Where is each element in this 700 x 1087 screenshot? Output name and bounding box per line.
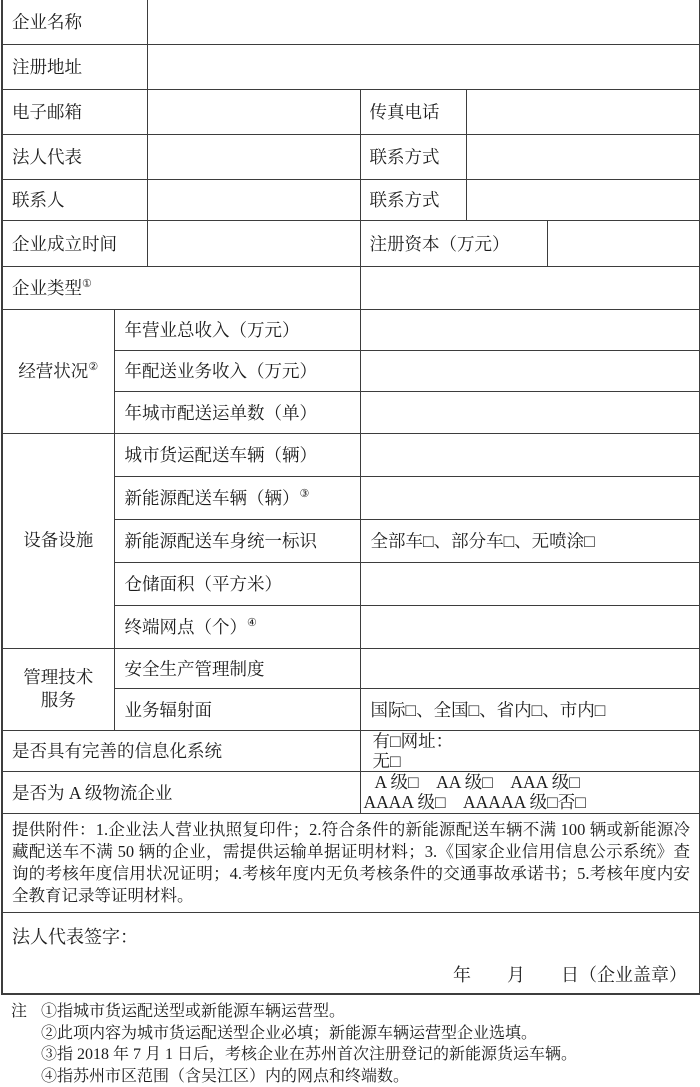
- row-it-system: [2, 730, 700, 771]
- row-founded-capital: [2, 220, 700, 266]
- operation-status-group-label: 经营状况②: [2, 309, 114, 433]
- row-enterprise-type: [2, 266, 700, 309]
- it-system-no-option[interactable]: 无□: [361, 751, 700, 771]
- footnote-4: ④指苏州市区范围（含吴江区）内的网点和终端数。: [41, 1066, 695, 1087]
- row-safety-management: [2, 648, 700, 688]
- registered-address-input-cell[interactable]: [147, 44, 700, 89]
- row-city-freight-vehicles: [2, 433, 700, 476]
- email-label: 电子邮箱: [2, 89, 147, 134]
- new-energy-vehicles-label: 新能源配送车辆（辆）③: [114, 476, 360, 519]
- management-tech-service-group-label: 管理技术服务: [2, 648, 114, 730]
- annual-delivery-revenue-label: 年配送业务收入（万元）: [114, 350, 360, 391]
- contact-person-input-cell[interactable]: [147, 179, 360, 220]
- footnote-3-marker: ③: [300, 488, 310, 500]
- enterprise-assessment-form-table: [1, 0, 700, 995]
- safety-management-input-cell[interactable]: [360, 648, 700, 688]
- company-name-input-cell[interactable]: [147, 0, 700, 44]
- city-freight-vehicles-label: 城市货运配送车辆（辆）: [114, 433, 360, 476]
- row-contact-person: [2, 179, 700, 220]
- a-level-options-line2[interactable]: AAAA 级□ AAAAA 级□否□: [361, 792, 700, 812]
- row-annual-revenue: [2, 309, 700, 350]
- email-input-cell[interactable]: [147, 89, 360, 134]
- terminal-outlets-input-cell[interactable]: [360, 605, 700, 648]
- attachments-note: 提供附件：1.企业法人营业执照复印件；2.符合条件的新能源配送车辆不满 100 辆或新能源冷藏配送车不满 50 辆的企业，需提供运输单据证明材料；3.《国家企业信用信息公示系统》查询的考核年度信用状况证明；4.考核年度内无负考核条件的交通事故承诺书；5.考核年度内安全教育记录等证明材料。: [2, 813, 700, 912]
- row-company-name: [2, 0, 700, 44]
- it-system-label: 是否具有完善的信息化系统: [2, 730, 360, 771]
- founded-date-input-cell[interactable]: [147, 220, 360, 266]
- safety-management-label: 安全生产管理制度: [114, 648, 360, 688]
- legal-representative-label: 法人代表: [2, 134, 147, 179]
- signature-date-line: 年 月 日（企业盖章）: [3, 949, 699, 987]
- annual-total-revenue-label: 年营业总收入（万元）: [114, 309, 360, 350]
- row-signature: [2, 912, 700, 994]
- registered-capital-label: 注册资本（万元）: [360, 220, 547, 266]
- legal-contact-input-cell[interactable]: [466, 134, 700, 179]
- warehouse-area-label: 仓储面积（平方米）: [114, 562, 360, 605]
- row-legal-representative: [2, 134, 700, 179]
- a-level-options-line1[interactable]: A 级□ AA 级□ AAA 级□: [361, 772, 700, 792]
- footnote-1: ①指城市货运配送型或新能源车辆运营型。: [41, 1001, 695, 1023]
- annual-total-revenue-input-cell[interactable]: [360, 309, 700, 350]
- legal-contact-label: 联系方式: [360, 134, 466, 179]
- enterprise-type-label: 企业类型①: [2, 266, 360, 309]
- terminal-outlets-label: 终端网点（个）④: [114, 605, 360, 648]
- it-system-yes-option[interactable]: 有□网址：: [361, 731, 700, 751]
- it-system-checkbox-cell[interactable]: [360, 730, 700, 771]
- contact-method-label: 联系方式: [360, 179, 466, 220]
- footnote-1-marker: ①: [82, 278, 92, 290]
- annual-waybill-count-input-cell[interactable]: [360, 391, 700, 433]
- equipment-facilities-group-label: 设备设施: [2, 433, 114, 648]
- signature-cell[interactable]: [2, 912, 700, 994]
- footnotes-heading: 注: [11, 1001, 41, 1087]
- row-a-level-logistics: [2, 771, 700, 813]
- annual-waybill-count-label: 年城市配送运单数（单）: [114, 391, 360, 433]
- signature-label: 法人代表签字：: [3, 913, 699, 949]
- row-email-fax: [2, 89, 700, 134]
- row-attachments: [2, 813, 700, 912]
- registered-capital-input-cell[interactable]: [547, 220, 700, 266]
- footnote-4-marker: ④: [247, 617, 257, 629]
- a-level-checkbox-cell[interactable]: [360, 771, 700, 813]
- footnotes-section: [1, 995, 699, 1087]
- city-freight-vehicles-input-cell[interactable]: [360, 433, 700, 476]
- footnote-2: ②此项内容为城市货运配送型企业必填；新能源车辆运营型企业选填。: [41, 1023, 695, 1045]
- legal-representative-input-cell[interactable]: [147, 134, 360, 179]
- founded-date-label: 企业成立时间: [2, 220, 147, 266]
- body-livery-checkbox-cell[interactable]: 全部车□、部分车□、无喷涂□: [360, 519, 700, 562]
- contact-person-label: 联系人: [2, 179, 147, 220]
- footnotes-list: [41, 1001, 695, 1087]
- footnote-2-marker: ②: [88, 361, 98, 373]
- contact-method-input-cell[interactable]: [466, 179, 700, 220]
- new-energy-vehicles-input-cell[interactable]: [360, 476, 700, 519]
- enterprise-type-input-cell[interactable]: [360, 266, 700, 309]
- warehouse-area-input-cell[interactable]: [360, 562, 700, 605]
- company-name-label: 企业名称: [2, 0, 147, 44]
- row-registered-address: [2, 44, 700, 89]
- body-livery-label: 新能源配送车身统一标识: [114, 519, 360, 562]
- business-coverage-label: 业务辐射面: [114, 688, 360, 730]
- fax-input-cell[interactable]: [466, 89, 700, 134]
- business-coverage-checkbox-cell[interactable]: 国际□、全国□、省内□、市内□: [360, 688, 700, 730]
- a-level-logistics-label: 是否为 A 级物流企业: [2, 771, 360, 813]
- annual-delivery-revenue-input-cell[interactable]: [360, 350, 700, 391]
- fax-label: 传真电话: [360, 89, 466, 134]
- footnote-3: ③指 2018 年 7 月 1 日后，考核企业在苏州首次注册登记的新能源货运车辆。: [41, 1044, 695, 1066]
- registered-address-label: 注册地址: [2, 44, 147, 89]
